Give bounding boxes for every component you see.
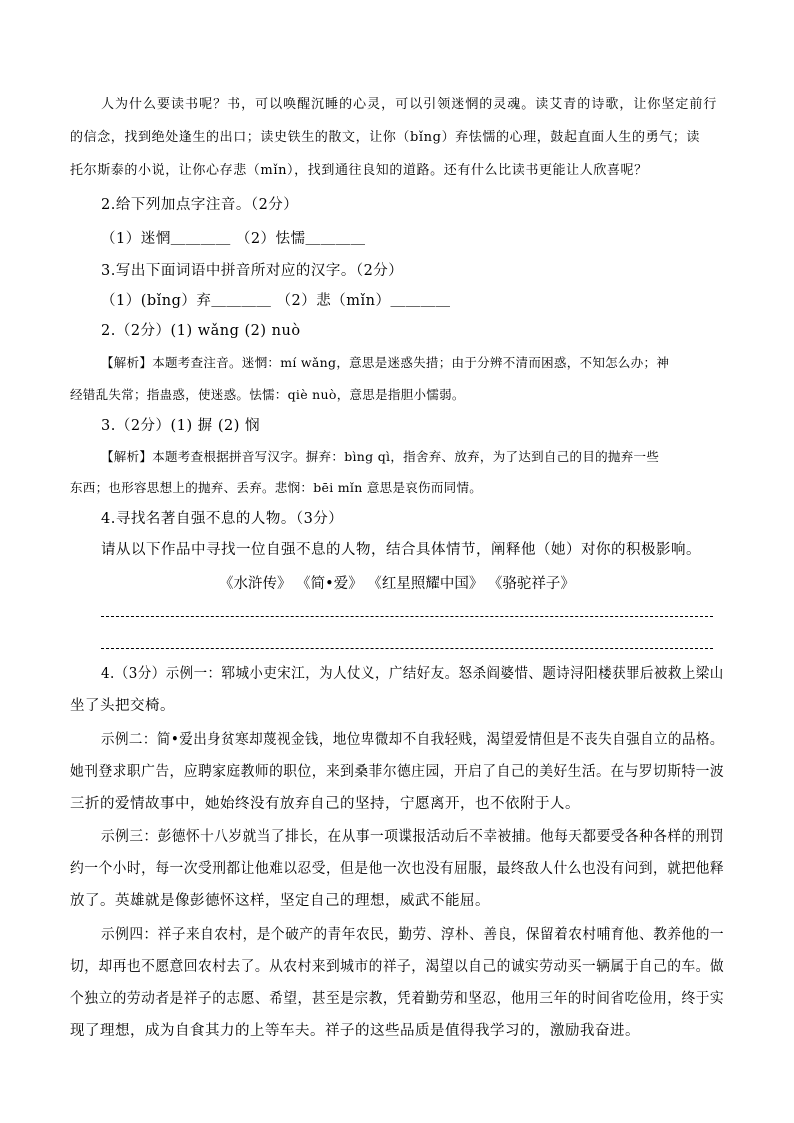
question-3-title: 3.写出下面词语中拼音所对应的汉字。（2分） — [101, 263, 404, 279]
answer-4-example-3-line-3: 放了。英雄就是像彭德怀这样，坚定自己的理想，威武不能屈。 — [70, 893, 490, 909]
answer-2-explain-line-1: 【解析】本题考查注音。迷惘：mí wǎng，意思是迷惑失措；由于分辨不清而困惑，不知怎么办；神 — [101, 355, 670, 370]
question-2-items: （1）迷惘＿＿＿＿ （2）怯懦＿＿＿＿ — [101, 231, 366, 247]
answer-blank-line — [101, 648, 713, 649]
answer-4-example-4-line-4: 现了理想，成为自食其力的上等车夫。祥子的这些品质是值得我学习的，激励我奋进。 — [70, 1023, 640, 1039]
answer-3-explain-line-2: 东西；也形容思想上的抛弃、丢弃。悲悯：bēi mǐn 意思是哀伤而同情。 — [70, 480, 483, 495]
answer-4-example-4-line-2: 切，却再也不愿意回农村去了。从农村来到城市的祥子，渴望以自己的诚实劳动买一辆属于自己的车。做 — [70, 959, 725, 975]
passage-line-2: 的信念，找到绝处逢生的出口；读史铁生的散文，让你（bǐng）弃怯懦的心理，鼓起直面人生的勇气；读 — [70, 130, 700, 145]
answer-4-example-2-line-3: 三折的爱情故事中，她始终没有放弃自己的坚持，宁愿离开，也不依附于人。 — [70, 796, 580, 812]
passage-line-3: 托尔斯泰的小说，让你心存悲（mǐn），找到通往良知的道路。还有什么比读书更能让人欣喜呢？ — [70, 163, 648, 178]
answer-4-example-3-line-1: 示例三：彭德怀十八岁就当了排长，在从事一项谍报活动后不幸被捕。他每天都要受各种各样的刑罚 — [101, 829, 725, 845]
answer-4-example-2-line-1: 示例二：简•爱出身贫寒却蔑视金钱，地位卑微却不自我轻贱，渴望爱情但是不丧失自强自立的品格。 — [101, 732, 724, 748]
answer-blank-line — [101, 616, 713, 617]
answer-4-example-2-line-2: 她刊登求职广告，应聘家庭教师的职位，来到桑菲尔德庄园，开启了自己的美好生活。在与罗切斯特一波 — [70, 764, 725, 780]
question-2-title: 2.给下列加点字注音。（2分） — [101, 197, 299, 213]
answer-4-example-3-line-2: 约一个小时，每一次受刑都让他难以忍受，但是他一次也没有屈服，最终敌人什么也没有问到，就把他释 — [70, 861, 725, 877]
question-3-items: （1）(bǐng）弃＿＿＿＿ （2）悲（mǐn）＿＿＿＿ — [101, 293, 451, 309]
answer-4-line-2: 坐了头把交椅。 — [70, 698, 175, 714]
answer-3: 3.（2分）(1) 摒 (2) 悯 — [101, 418, 260, 434]
answer-2: 2.（2分）(1) wǎng (2) nuò — [101, 323, 301, 339]
answer-4-line-1: 4.（3分）示例一：郓城小吏宋江，为人仗义，广结好友。怒杀阎婆惜、题诗浔阳楼获罪后被救上梁山 — [101, 666, 724, 682]
answer-4-example-4-line-1: 示例四：祥子来自农村，是个破产的青年农民，勤劳、淳朴、善良，保留着农村哺育他、教养他的一 — [101, 927, 725, 943]
question-4-prompt: 请从以下作品中寻找一位自强不息的人物，结合具体情节，阐释他（她）对你的积极影响。 — [101, 542, 701, 558]
question-4-works: 《水浒传》 《简•爱》 《红星照耀中国》 《骆驼祥子》 — [219, 576, 575, 592]
answer-2-explain-line-2: 经错乱失常；指蛊惑，使迷惑。怯懦：qiè nuò，意思是指胆小懦弱。 — [70, 387, 465, 402]
question-4-title: 4.寻找名著自强不息的人物。（3分） — [101, 511, 344, 527]
answer-3-explain-line-1: 【解析】本题考查根据拼音写汉字。摒弃：bìng qì，指舍弃、放弃，为了达到自己的目的抛弃一些 — [101, 449, 660, 464]
passage-line-1: 人为什么要读书呢？书，可以唤醒沉睡的心灵，可以引领迷惘的灵魂。读艾青的诗歌，让你坚定前行 — [101, 97, 717, 112]
answer-4-example-4-line-3: 个独立的劳动者是祥子的志愿、希望，甚至是宗教，凭着勤劳和坚忍，他用三年的时间省吃俭用，终于实 — [70, 991, 725, 1007]
